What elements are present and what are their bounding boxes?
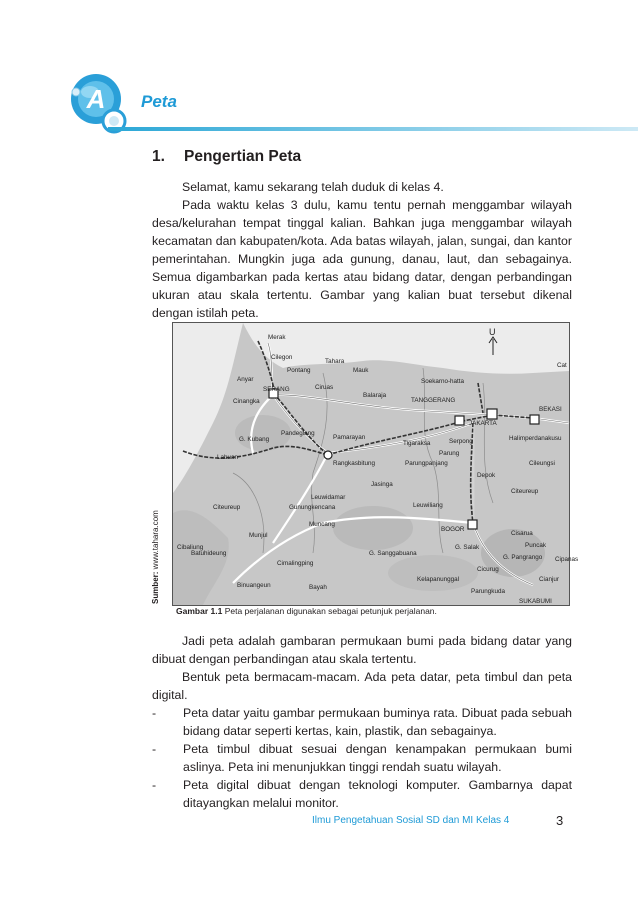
map-label: Tigaraksa (403, 440, 431, 447)
map-label: Tahara (325, 358, 345, 365)
section-rule (108, 127, 638, 131)
map-label: Merak (268, 334, 286, 341)
caption-text: Peta perjalanan digunakan sebagai petunjuk perjalanan. (224, 606, 437, 616)
svg-text:U: U (489, 327, 496, 337)
map-label: Balaraja (363, 392, 387, 399)
map-label: SUKABUMI (519, 598, 552, 605)
map-label: Cat (557, 362, 567, 369)
map-label: Pamarayan (333, 434, 366, 441)
map-label: Cibaliung (177, 544, 204, 551)
map-label: Parungpanjang (405, 460, 448, 467)
section-letter: A (86, 84, 106, 114)
map-label: Serpong (449, 438, 473, 445)
paragraph-map-drawing: Pada waktu kelas 3 dulu, kamu tentu pernah menggambar wilayah desa/kelurahan tempat tinggal kalian. Bahkan juga menggambar wilayah kecamatan dan kabupaten/kota. Ada batas wilayah, jalan, sungai, dan kantor pemerintahan. Mungkin juga ada gunung, danau, laut, dan sebagainya. Semua digambarkan pada kertas atau bidang datar, dengan perbandingan ukuran atau skala tertentu. Gambar yang kalian buat tersebut dikenal dengan istilah peta. (152, 198, 572, 320)
map-label: Cimalingping (277, 560, 314, 567)
map-label: Ciruas (315, 384, 334, 391)
subsection-number: 1. (152, 148, 165, 165)
bullet-text: Peta timbul dibuat sesuai dengan kenampakan permukaan bumi aslinya. Peta ini menunjukkan tinggi rendah suatu wilayah. (183, 742, 572, 774)
map-label: TANGGERANG (411, 397, 456, 404)
map-label: BEKASI (539, 406, 562, 413)
page-number: 3 (556, 813, 564, 828)
map-label: Mauk (353, 367, 369, 374)
source-label: Sumber: (151, 571, 160, 604)
map-label: Pontang (287, 367, 311, 374)
map-label: Kelapanunggal (417, 576, 460, 583)
map-label: Halimperdanakusu (509, 435, 562, 442)
map-label: G. Pangrango (503, 554, 543, 561)
bullet-item: - Peta datar yaitu gambar permukaan buminya rata. Dibuat pada sebuah bidang datar seperti kertas, kain, plastik, dan sebagainya. (152, 706, 572, 738)
bullet-text: Peta digital dibuat dengan teknologi komputer. Gambarnya dapat ditayangkan melalui monitor. (183, 778, 572, 810)
section-title: Peta (141, 92, 177, 111)
map-label: Cianjur (539, 576, 559, 583)
map-label: Cinangka (233, 398, 260, 405)
bullet-text: Peta datar yaitu gambar permukaan buminya rata. Dibuat pada sebuah bidang datar seperti kertas, kain, plastik, dan sebagainya. (183, 706, 572, 738)
map-label: Leuwidamar (311, 494, 346, 501)
map-label: Anyar (237, 376, 254, 383)
map-label: Batuhideung (191, 550, 227, 557)
map-label: Citeureup (511, 488, 539, 495)
bullet-item: - Peta digital dibuat dengan teknologi komputer. Gambarnya dapat ditayangkan melalui monitor. (152, 778, 572, 810)
subsection-title: Pengertian Peta (184, 148, 302, 165)
map-label: Cileungsi (529, 460, 555, 467)
map-label: Puncak (525, 542, 547, 549)
map-label: SERANG (263, 386, 290, 393)
map-label: Pandeglang (281, 430, 315, 437)
map-label: Cisarua (511, 530, 533, 537)
figure-source (151, 510, 160, 604)
map-label: Bayah (309, 584, 327, 591)
paragraph-definition: Jadi peta adalah gambaran permukaan bumi pada bidang datar yang dibuat dengan perbandingan atau skala tertentu. (152, 634, 572, 666)
footer-book-title: Ilmu Pengetahuan Sosial SD dan MI Kelas 4 (312, 815, 510, 826)
subsection-heading (152, 148, 301, 166)
bullet-item: - Peta timbul dibuat sesuai dengan kenampakan permukaan bumi aslinya. Peta ini menunjukkan tinggi rendah suatu wilayah. (152, 742, 572, 774)
map-label: Jasinga (371, 481, 393, 488)
map-label: Leuwiliang (413, 502, 443, 509)
map-label: Binuangeun (237, 582, 271, 589)
map-label: Cicurug (477, 566, 499, 573)
travel-map (172, 322, 579, 606)
map-label: Muncang (309, 521, 335, 528)
paragraph-map-types: Bentuk peta bermacam-macam. Ada peta datar, peta timbul dan peta digital. (152, 670, 572, 702)
source-url: www.tahara.com (151, 510, 160, 570)
map-label: Munjul (249, 532, 268, 539)
mountain-relief (333, 506, 413, 550)
map-label: Rangkasbitung (333, 460, 376, 467)
caption-label: Gambar 1.1 (176, 606, 223, 616)
map-label: Cipanas (555, 556, 579, 563)
map-label: G. Sanggabuana (369, 550, 417, 557)
map-label: G. Kubang (239, 436, 270, 443)
map-label: Cilegon (271, 354, 293, 361)
map-label: G. Salak (455, 544, 480, 551)
map-label: Depok (477, 472, 496, 479)
map-label: Parung (439, 450, 460, 457)
figure-caption (176, 606, 437, 616)
map-label: Citeureup (213, 504, 241, 511)
map-label: Parungkuda (471, 588, 505, 595)
map-label: Soekarno-hatta (421, 378, 465, 385)
paragraph-intro: Selamat, kamu sekarang telah duduk di kelas 4. (182, 180, 444, 194)
map-label: BOGOR (441, 526, 465, 533)
map-label: Gunungkencana (289, 504, 336, 511)
map-label: Labuan (217, 454, 239, 461)
map-label: JAKARTA (469, 420, 497, 427)
